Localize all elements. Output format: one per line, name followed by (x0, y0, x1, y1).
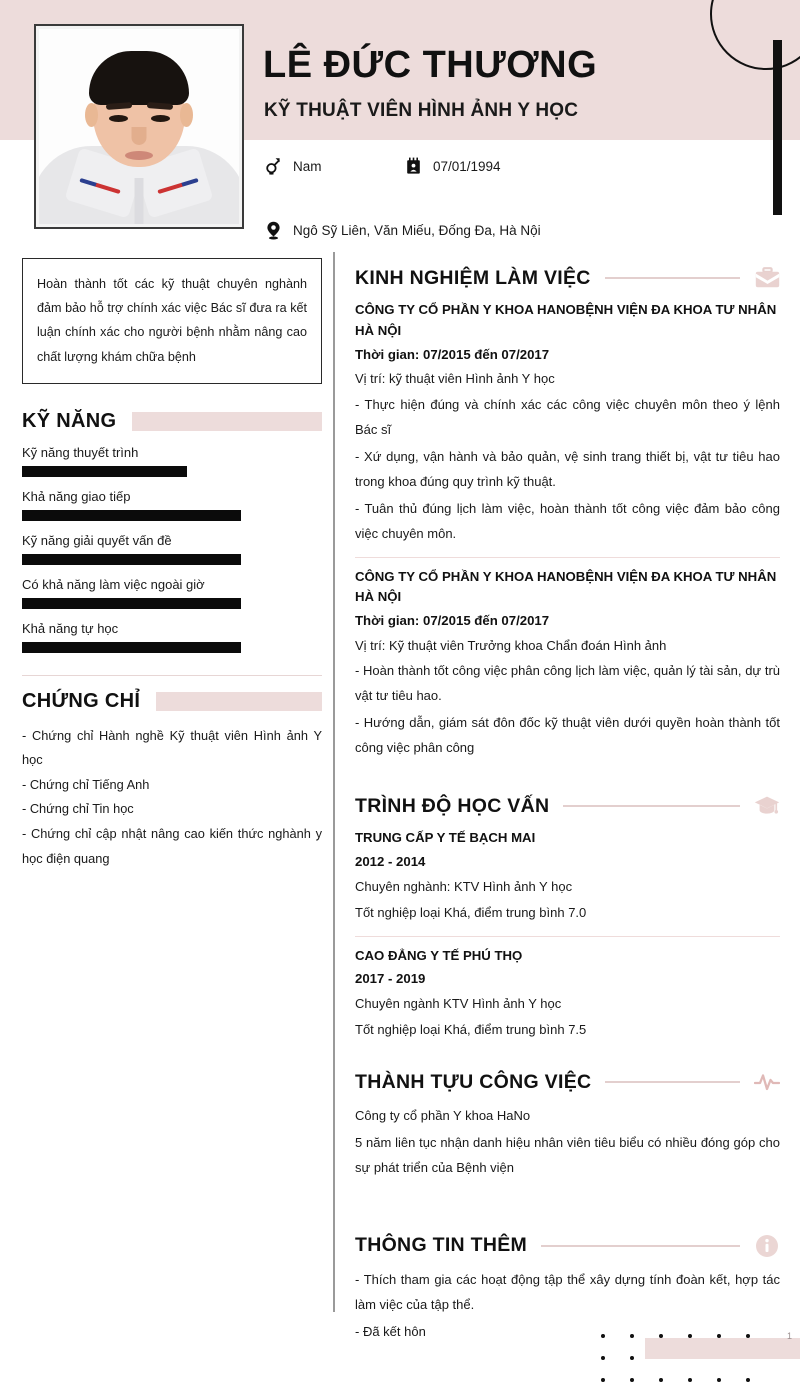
info-circle-icon (754, 1233, 780, 1259)
skill-bar-fill (22, 510, 241, 521)
dot-cell (588, 1347, 617, 1369)
experience-bullet: - Thực hiện đúng và chính xác các công việc chuyên môn theo ý lệnh Bác sĩ (355, 396, 780, 437)
skill-item (22, 621, 322, 653)
pulse-icon (754, 1069, 780, 1095)
dot (688, 1356, 692, 1360)
left-sidebar (22, 258, 322, 871)
skills-title: KỸ NĂNG (22, 409, 117, 432)
certificates-list (22, 724, 322, 871)
corner-vertical-bar-decoration (773, 40, 782, 215)
dot-cell (617, 1347, 646, 1369)
skill-bar-fill (22, 598, 241, 609)
certificate-item: - Chứng chỉ Tiếng Anh (22, 776, 150, 792)
dot (659, 1378, 663, 1382)
dot (717, 1378, 721, 1382)
dot-cell (733, 1347, 762, 1369)
skill-bar-track (22, 598, 322, 609)
footer-dot-grid (588, 1325, 791, 1391)
dot (775, 1334, 779, 1338)
dot-cell (704, 1369, 733, 1391)
dot-cell (733, 1325, 762, 1347)
dot (775, 1378, 779, 1382)
skill-bar-fill (22, 554, 241, 565)
dob-field (404, 156, 501, 176)
skill-bar-track (22, 554, 322, 565)
education-years: 2012 - 2014 (355, 854, 426, 870)
dot (659, 1334, 663, 1338)
education-header (355, 793, 780, 819)
certificates-section (22, 690, 322, 871)
dot (630, 1378, 634, 1382)
dot-cell (675, 1347, 704, 1369)
experience-section (355, 265, 780, 761)
dot-cell (646, 1347, 675, 1369)
dot-cell (588, 1369, 617, 1391)
education-major: Chuyên nghành: KTV Hình ảnh Y học (355, 878, 573, 894)
experience-rule (605, 277, 740, 278)
skill-bar-fill (22, 466, 187, 477)
achievements-header (355, 1069, 780, 1095)
certificates-header (22, 690, 322, 713)
location-pin-icon (264, 220, 282, 240)
experience-bullet: - Xứ dụng, vận hành và bảo quản, vệ sinh trang thiết bị, vật tư tiêu hao trong khoa đúng quy trình kỹ thuật. (355, 448, 780, 489)
avatar (34, 24, 244, 229)
dot-cell (675, 1369, 704, 1391)
certificate-item: - Chứng chỉ Tin học (22, 801, 134, 817)
experience-time: Thời gian: 07/2015 đến 07/2017 (355, 613, 550, 629)
calendar-icon (404, 156, 422, 176)
experience-position: Vị trí: kỹ thuật viên Hình ảnh Y học (355, 371, 555, 387)
portrait-photo (39, 29, 239, 224)
skills-header (22, 410, 322, 433)
additional-info-header (355, 1233, 780, 1259)
experience-org: CÔNG TY CỔ PHẦN Y KHOA HANOBỆNH VIỆN ĐA KHOA TƯ NHÂN HÀ NỘI (355, 568, 777, 605)
dot-cell (588, 1325, 617, 1347)
skill-item (22, 445, 322, 477)
skill-bar-track (22, 466, 322, 477)
experience-entry (355, 300, 780, 547)
skills-list (22, 445, 322, 653)
dot (601, 1356, 605, 1360)
dot (659, 1356, 663, 1360)
achievements-rule (605, 1081, 740, 1082)
gender-male-icon (264, 156, 282, 176)
education-result: Tốt nghiệp loại Khá, điểm trung bình 7.5 (355, 1022, 587, 1038)
additional-info-rule (541, 1245, 740, 1246)
certificate-item: - Chứng chỉ Hành nghề Kỹ thuật viên Hình ảnh Y học (22, 727, 322, 768)
address-value: Ngô Sỹ Liên, Văn Miếu, Đống Đa, Hà Nội (293, 222, 541, 238)
dot-cell (675, 1325, 704, 1347)
dot (601, 1378, 605, 1382)
dot (601, 1334, 605, 1338)
education-school: TRUNG CẤP Y TẾ BẠCH MAI (355, 830, 536, 846)
experience-header (355, 265, 780, 291)
skills-section (22, 410, 322, 653)
experience-bullet: - Hướng dẫn, giám sát đôn đốc kỹ thuật viên dưới quyền hoàn thành tốt công việc phân công (355, 715, 780, 756)
dot-cell (762, 1347, 791, 1369)
dot (717, 1334, 721, 1338)
dot (746, 1378, 750, 1382)
experience-bullet: - Hoàn thành tốt công việc phân công lịch làm việc, quản lý tài sản, dự trù vật tư tiêu hao. (355, 663, 780, 704)
education-section (355, 793, 780, 1043)
skill-item (22, 489, 322, 521)
education-major: Chuyên ngành KTV Hình ảnh Y học (355, 996, 562, 1012)
dot-cell (704, 1325, 733, 1347)
dot (688, 1378, 692, 1382)
dot (746, 1356, 750, 1360)
additional-info-line: - Thích tham gia các hoạt động tập thể xây dựng tính đoàn kết, hợp tác làm việc của tập thể. (355, 1271, 780, 1312)
dot (746, 1334, 750, 1338)
education-entries (355, 828, 780, 1043)
dob-value: 07/01/1994 (433, 158, 501, 174)
dot (630, 1356, 634, 1360)
education-rule (563, 805, 740, 806)
achievement-line: 5 năm liên tục nhận danh hiệu nhân viên tiêu biểu có nhiều đóng góp cho sự phát triển của Bệnh viện (355, 1135, 780, 1175)
certificates-title: CHỨNG CHỈ (22, 689, 141, 712)
education-entry (355, 936, 780, 1043)
experience-title: KINH NGHIỆM LÀM VIỆC (355, 266, 591, 289)
dot (630, 1334, 634, 1338)
dot (688, 1334, 692, 1338)
dot-cell (617, 1325, 646, 1347)
achievements-lines (355, 1104, 780, 1181)
experience-entries (355, 300, 780, 761)
summary-box: Hoàn thành tốt các kỹ thuật chuyên nghành đảm bảo hỗ trợ chính xác việc Bác sĩ đưa ra kết luận chính xác cho người bệnh nhằm nâng cao chất lượng khám chữa bệnh (22, 258, 322, 384)
dot (775, 1356, 779, 1360)
skill-label: Khả năng tự học (22, 620, 119, 636)
dot-row (588, 1325, 791, 1347)
dot-cell (704, 1347, 733, 1369)
dot-cell (646, 1369, 675, 1391)
main-content (355, 265, 780, 1349)
skills-title-bar (132, 412, 322, 431)
experience-bullet: - Tuân thủ đúng lịch làm việc, hoàn thành tốt công việc đảm bảo công việc chuyên môn. (355, 500, 780, 541)
education-result: Tốt nghiệp loại Khá, điểm trung bình 7.0 (355, 904, 587, 920)
skill-bar-fill (22, 642, 241, 653)
experience-entry (355, 557, 780, 762)
dot-row (588, 1369, 791, 1391)
skill-item (22, 577, 322, 609)
dot-cell (762, 1369, 791, 1391)
achievement-line: Công ty cổ phần Y khoa HaNo (355, 1108, 531, 1124)
achievements-title: THÀNH TỰU CÔNG VIỆC (355, 1070, 592, 1093)
experience-time: Thời gian: 07/2015 đến 07/2017 (355, 346, 550, 362)
dot-cell (617, 1369, 646, 1391)
skill-label: Kỹ năng thuyết trình (22, 444, 139, 460)
certificates-title-bar (156, 692, 322, 711)
skill-label: Khả năng giao tiếp (22, 488, 131, 504)
graduation-cap-icon (754, 793, 780, 819)
dot (717, 1356, 721, 1360)
page-title: LÊ ĐỨC THƯƠNG (263, 44, 598, 86)
skill-label: Có khả năng làm việc ngoài giờ (22, 576, 205, 592)
skill-bar-track (22, 510, 322, 521)
gender-field (264, 156, 322, 176)
education-title: TRÌNH ĐỘ HỌC VẤN (355, 794, 550, 817)
dot-row (588, 1347, 791, 1369)
address-field (264, 220, 541, 240)
skill-label: Kỹ năng giải quyết vấn đề (22, 532, 172, 548)
sidebar-divider (22, 675, 322, 676)
dot-cell (646, 1325, 675, 1347)
achievements-section (355, 1069, 780, 1181)
education-entry (355, 828, 780, 925)
skill-item (22, 533, 322, 565)
job-title: KỸ THUẬT VIÊN HÌNH ẢNH Y HỌC (264, 100, 579, 121)
column-divider (333, 252, 335, 1312)
education-school: CAO ĐẲNG Y TẾ PHÚ THỌ (355, 947, 523, 963)
certificate-item: - Chứng chỉ cập nhật nâng cao kiến thức nghành y học điện quang (22, 825, 322, 866)
additional-info-line: - Đã kết hôn (355, 1323, 426, 1339)
education-years: 2017 - 2019 (355, 971, 426, 987)
gender-value: Nam (293, 158, 322, 174)
experience-position: Vị trí: Kỹ thuật viên Trưởng khoa Chẩn đoán Hình ảnh (355, 637, 667, 653)
skill-bar-track (22, 642, 322, 653)
page-number: 1 (786, 1331, 792, 1341)
experience-org: CÔNG TY CỔ PHẦN Y KHOA HANOBỆNH VIỆN ĐA KHOA TƯ NHÂN HÀ NỘI (355, 302, 777, 338)
additional-info-title: THÔNG TIN THÊM (355, 1234, 528, 1257)
dot-cell (733, 1369, 762, 1391)
briefcase-icon (754, 265, 780, 291)
